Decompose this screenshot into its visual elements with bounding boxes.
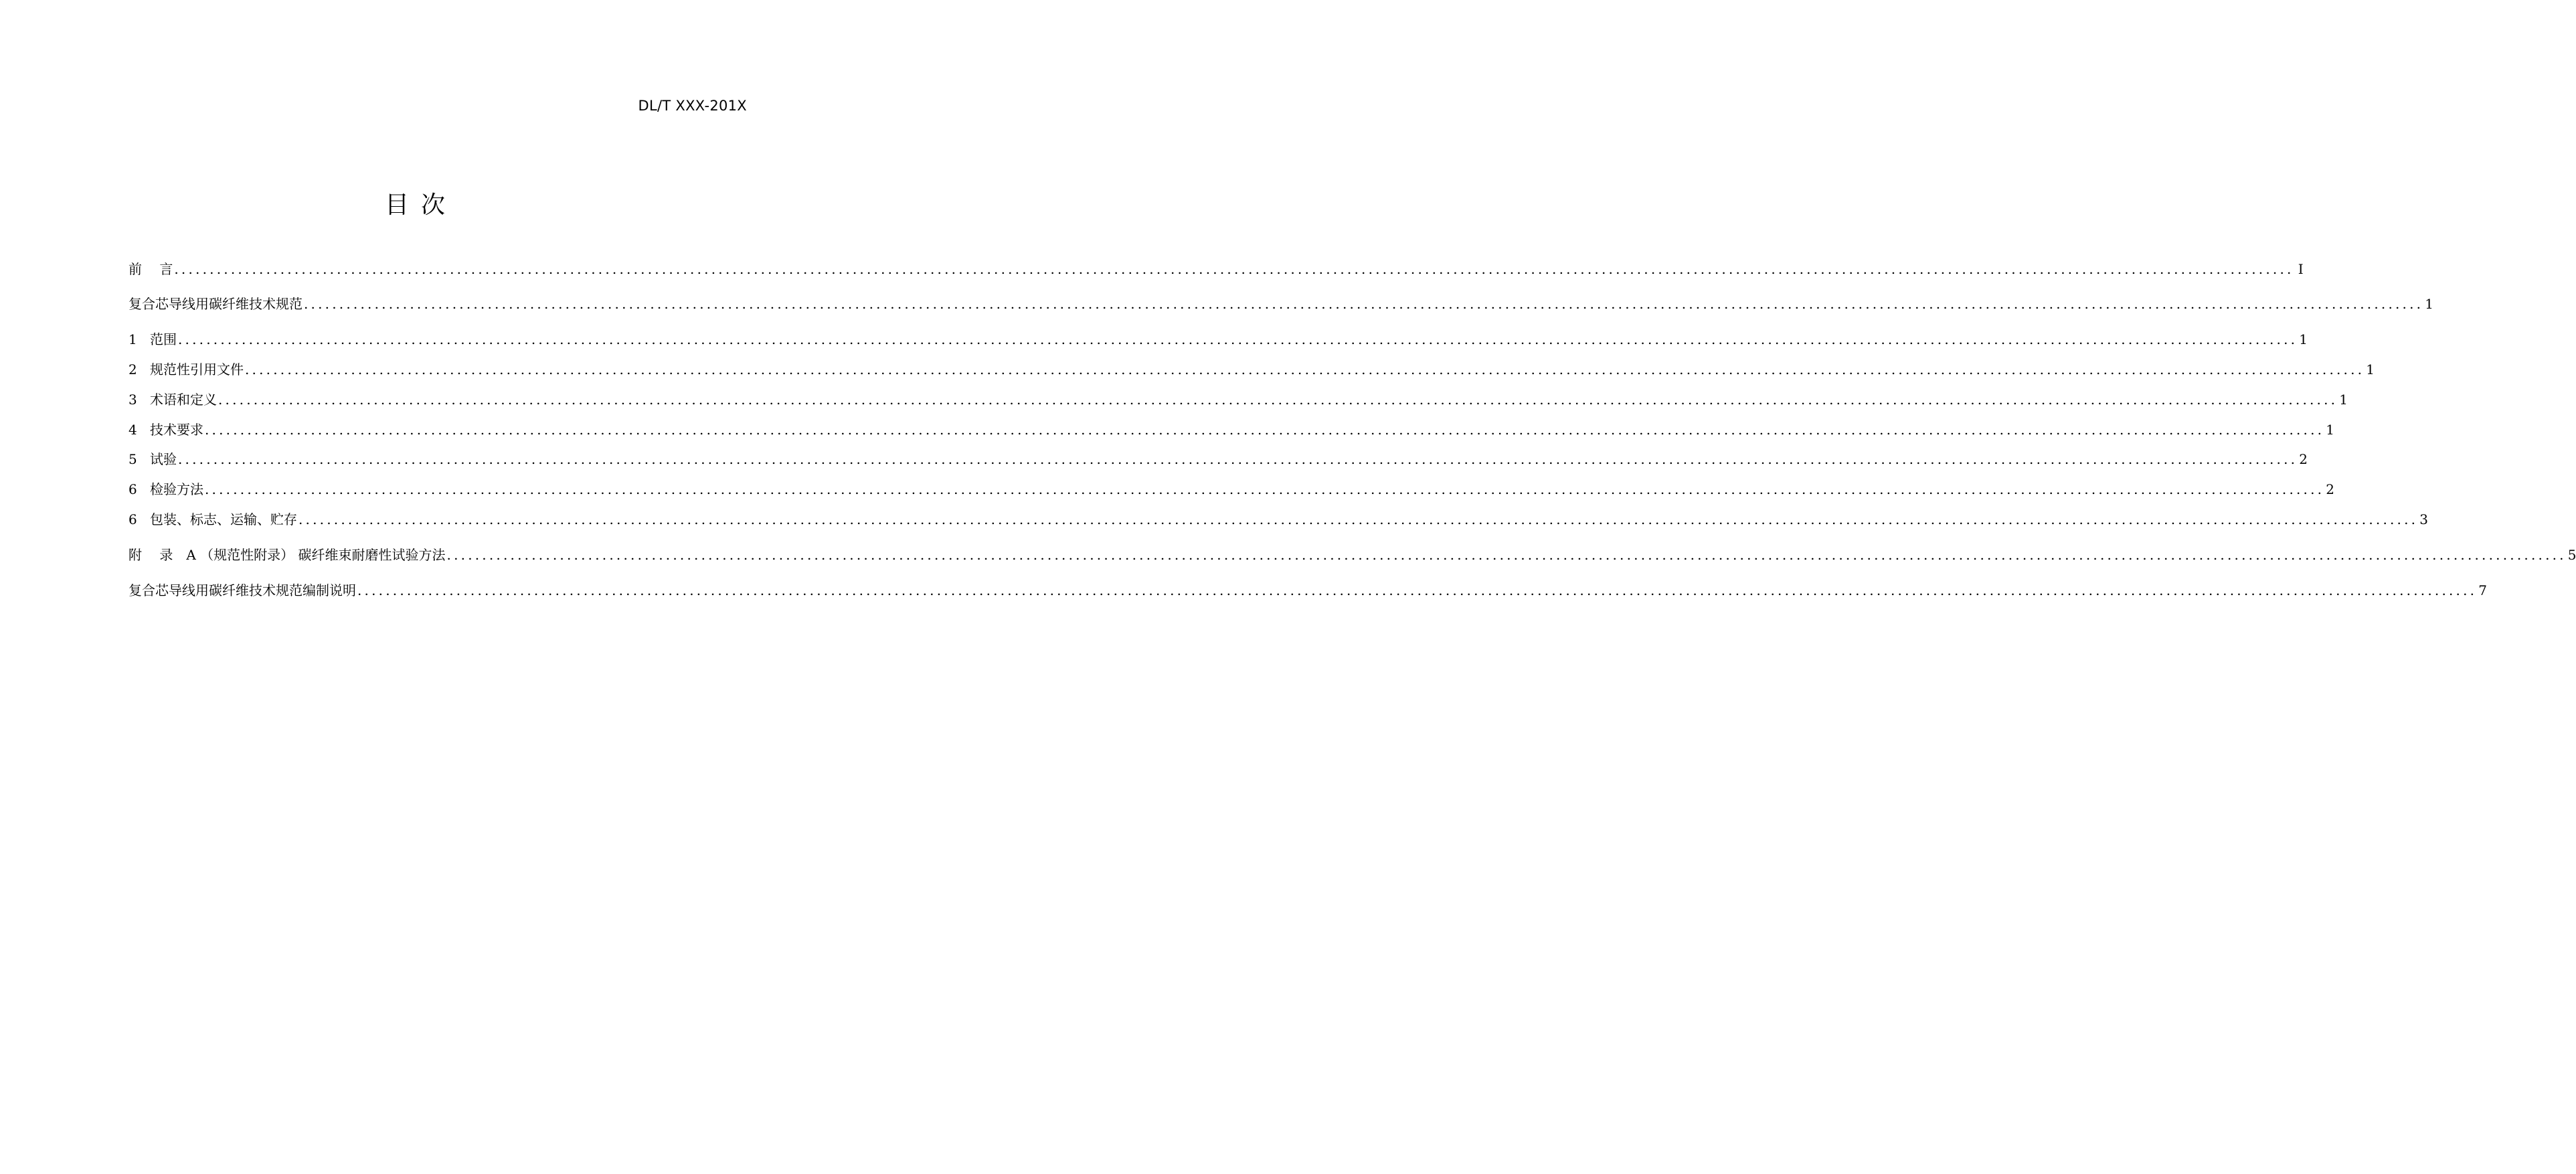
toc-leader-dots: ............................................................................................................................................................................................................................................................................................................ (178, 451, 2298, 467)
toc-leader-dots: ............................................................................................................................................................................................................................................................................................................ (218, 392, 2338, 408)
toc-entry-tests[interactable] (128, 447, 2308, 467)
toc-entry-terms-definitions[interactable] (128, 388, 2348, 408)
toc-entry-number: 6 (128, 511, 137, 527)
toc-title-part1: 目 (384, 191, 409, 219)
toc-entry-explanation[interactable] (128, 578, 2487, 598)
toc-entry-page: 1 (2299, 331, 2308, 347)
toc-entry-page: 2 (2299, 451, 2308, 467)
toc-leader-dots: ............................................................................................................................................................................................................................................................................................................ (446, 547, 2567, 563)
toc-entry-packaging[interactable] (128, 507, 2428, 527)
toc-entry-page: 1 (2339, 392, 2348, 408)
toc-entry-spec-title[interactable] (128, 292, 2433, 312)
toc-entry-label: 术语和定义 (150, 392, 217, 408)
toc-entry-label: 检验方法 (150, 481, 203, 497)
toc-title (0, 186, 830, 220)
toc-leader-dots: ............................................................................................................................................................................................................................................................................................................ (357, 582, 2478, 598)
toc-leader-dots: ............................................................................................................................................................................................................................................................................................................ (304, 296, 2424, 312)
toc-entry-page: 1 (2326, 422, 2334, 438)
toc-entry-page: 3 (2419, 511, 2428, 527)
toc-entry-inspection-methods[interactable] (128, 477, 2334, 497)
toc-title-part2: 次 (421, 191, 446, 219)
toc-entry-number: 5 (128, 451, 137, 467)
toc-entry-label: 附 录 A （规范性附录） 碳纤维束耐磨性试验方法 (128, 547, 446, 563)
toc-entry-page: I (2298, 261, 2304, 277)
toc-entry-number: 2 (128, 361, 137, 378)
toc-entry-label: 前 言 (128, 261, 173, 277)
toc-leader-dots: ............................................................................................................................................................................................................................................................................................................ (298, 511, 2419, 527)
toc-entry-foreword[interactable] (128, 257, 2304, 277)
toc-entry-number: 3 (128, 392, 137, 408)
toc-entry-page: 2 (2326, 481, 2334, 497)
document-code: DL/T XXX-201X (638, 98, 747, 114)
toc-entry-label: 范围 (150, 331, 177, 347)
toc-entry-label: 复合芯导线用碳纤维技术规范 (128, 296, 303, 312)
toc-leader-dots: ............................................................................................................................................................................................................................................................................................................ (178, 331, 2298, 347)
toc-entry-label: 复合芯导线用碳纤维技术规范编制说明 (128, 582, 356, 598)
toc-entry-page: 1 (2366, 361, 2375, 378)
toc-entry-label: 技术要求 (150, 422, 203, 438)
toc-entry-label: 包装、标志、运输、贮存 (150, 511, 297, 527)
toc-entry-page: 7 (2478, 582, 2487, 598)
toc-leader-dots: ............................................................................................................................................................................................................................................................................................................ (245, 361, 2365, 378)
toc-leader-dots: ............................................................................................................................................................................................................................................................................................................ (174, 261, 2294, 277)
toc-entry-page: 1 (2425, 296, 2433, 312)
toc-entry-number: 6 (128, 481, 137, 497)
toc-entry-label: 规范性引用文件 (150, 361, 244, 378)
toc-entry-number: 1 (128, 331, 137, 347)
toc-entry-number: 4 (128, 422, 137, 438)
toc-leader-dots: ............................................................................................................................................................................................................................................................................................................ (205, 422, 2325, 438)
toc-entry-label: 试验 (150, 451, 177, 467)
toc-entry-scope[interactable] (128, 327, 2308, 347)
toc-leader-dots: ............................................................................................................................................................................................................................................................................................................ (205, 481, 2325, 497)
toc-entry-appendix-a[interactable] (128, 543, 2576, 563)
toc-entry-technical-requirements[interactable] (128, 418, 2334, 438)
toc-entry-normative-references[interactable] (128, 357, 2375, 378)
toc-entry-page: 5 (2567, 547, 2576, 563)
